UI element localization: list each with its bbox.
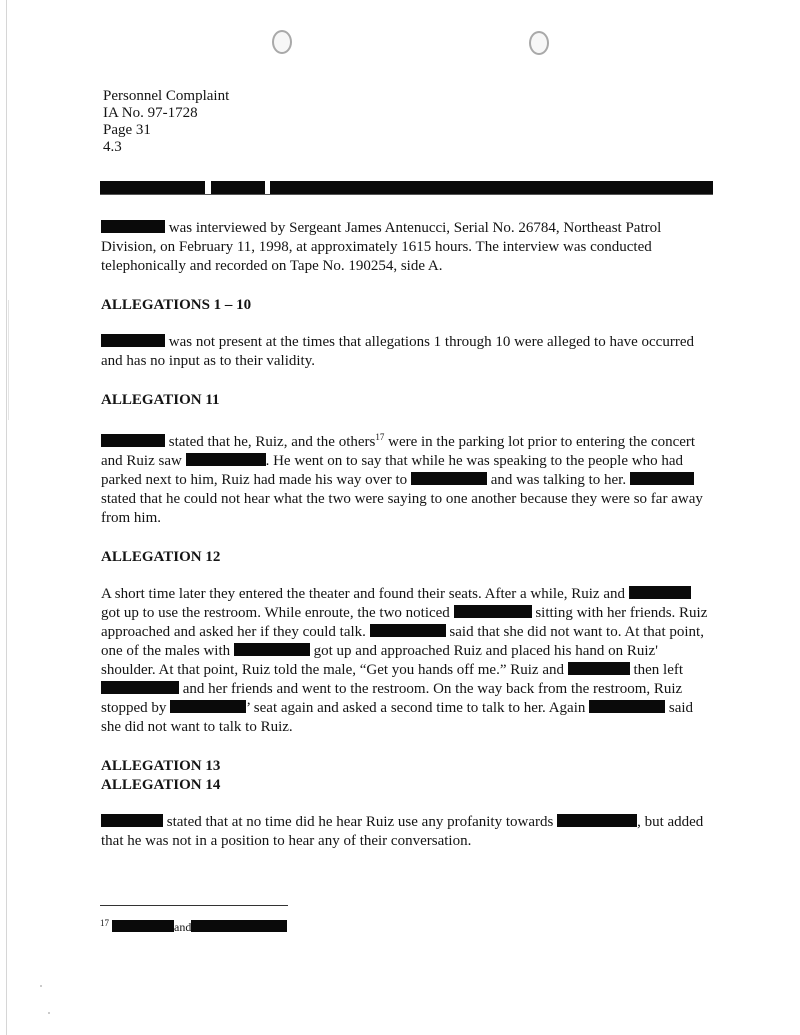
paragraph-text: said she did not want to talk to Ruiz.	[101, 700, 694, 735]
redaction-block	[630, 472, 694, 485]
paragraph-text: got up and approached Ruiz and placed his hand on Ruiz' shoulder. At that point, Ruiz told the male, “Get you hands off me.” Ruiz and	[101, 643, 658, 678]
scan-edge-line	[6, 0, 7, 1035]
heading-allegation-14: ALLEGATION 14	[101, 777, 221, 793]
paragraph-allegation-11	[101, 428, 713, 528]
redaction-block	[568, 662, 630, 675]
scan-speck	[40, 985, 42, 987]
redaction-block	[191, 920, 287, 932]
paragraph-text: were in the parking lot prior to entering the concert and Ruiz saw	[101, 434, 696, 469]
footnote-text: and	[174, 920, 192, 934]
footnote	[100, 915, 287, 935]
redaction-block	[112, 920, 174, 932]
redaction-block	[234, 643, 310, 656]
paragraph-text: stated that he, Ruiz, and the others	[168, 434, 376, 450]
heading-allegation-11: ALLEGATION 11	[101, 392, 220, 408]
redaction-block	[101, 814, 163, 827]
redaction-block	[101, 334, 165, 347]
redaction-block	[557, 814, 637, 827]
redacted-name-heading-3	[270, 181, 713, 194]
paragraph-text: , but added that he was not in a position to hear any of their conversation.	[101, 814, 704, 849]
redaction-block	[170, 700, 246, 713]
paragraph-text: stated that he could not hear what the two were saying to one another because they were so far away from him.	[101, 491, 703, 526]
paragraph-text: stated that at no time did he hear Ruiz use any profanity towards	[163, 814, 558, 830]
paragraph-text: . He went on to say that while he was speaking to the people who had parked next to him, Ruiz had made his way over to	[101, 453, 683, 488]
paragraph-text: ’ seat again and asked a second time to talk to her. Again	[246, 700, 590, 716]
redaction-block	[454, 605, 532, 618]
punch-hole-right	[529, 31, 549, 55]
redaction-block	[370, 624, 446, 637]
paragraph-text: was interviewed by Sergeant James Antenucci, Serial No. 26784, Northeast Patrol Division, on February 11, 1998, at approximately 1615 hours. The interview was conducted telephonically and recorded on Tape No. 190254, side A.	[101, 220, 662, 274]
footnote-reference: 17	[375, 432, 385, 442]
paragraph-text: then left	[629, 662, 684, 678]
paragraph-text: and her friends and went to the restroom. On the way back from the restroom, Ruiz stopped by	[101, 681, 683, 716]
redaction-block	[101, 220, 165, 233]
redaction-block	[411, 472, 487, 485]
header-page-number: Page 31	[103, 122, 151, 138]
redaction-block	[186, 453, 266, 466]
paragraph-text: and was talking to her.	[486, 472, 630, 488]
paragraph-text: sitting with her friends. Ruiz approached and asked her if they could talk.	[101, 605, 708, 640]
redacted-name-heading-1	[100, 181, 205, 194]
redaction-block	[589, 700, 665, 713]
paragraph-intro	[101, 219, 713, 276]
redaction-block	[101, 434, 165, 447]
punch-hole-left	[272, 30, 292, 54]
document-body	[101, 219, 713, 871]
paragraph-text: said that she did not want to. At that point, one of the males with	[101, 624, 704, 659]
paragraph-text: was not present at the times that allegations 1 through 10 were alleged to have occurred and has no input as to their validity.	[101, 334, 694, 369]
document-header	[103, 88, 229, 156]
footnote-number: 17	[100, 918, 109, 928]
redacted-name-heading-2	[211, 181, 265, 194]
heading-allegations-1-10: ALLEGATIONS 1 – 10	[101, 297, 252, 313]
paragraph-allegations-13-14	[101, 813, 713, 851]
paragraph-text: got up to use the restroom. While enroute, the two noticed	[101, 605, 454, 621]
paragraph-text: A short time later they entered the theater and found their seats. After a while, Ruiz and	[101, 586, 629, 602]
paragraph-allegation-12	[101, 585, 713, 737]
header-section: 4.3	[103, 139, 122, 155]
heading-underline	[100, 194, 713, 195]
header-ia-number: IA No. 97-1728	[103, 105, 198, 121]
redaction-block	[629, 586, 691, 599]
footnote-separator	[100, 905, 288, 906]
redaction-block	[101, 681, 179, 694]
heading-allegation-13: ALLEGATION 13	[101, 758, 221, 774]
scan-speck	[48, 1012, 50, 1014]
paragraph-allegations-1-10	[101, 333, 713, 371]
header-title: Personnel Complaint	[103, 88, 230, 104]
heading-allegation-12: ALLEGATION 12	[101, 549, 221, 565]
scan-edge-mark	[8, 300, 9, 420]
